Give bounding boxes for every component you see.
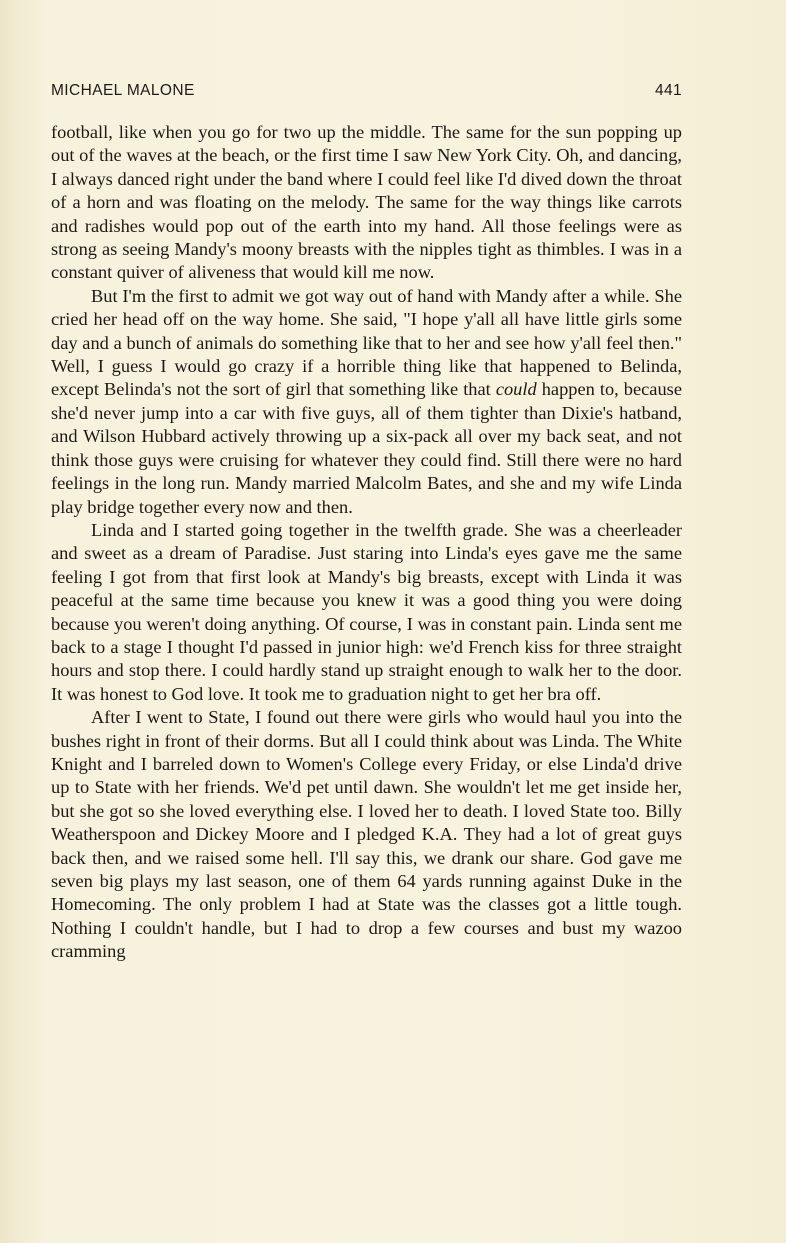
page-header bbox=[51, 82, 682, 104]
paragraph-4: After I went to State, I found out there were girls who would haul you into the bushes right in front of their dorms. But all I could think about was Linda. The White Knight and I barreled down to Women's College every Friday, or else Linda'd drive up to State with her friends. We'd pet until dawn. She wouldn't let me get inside her, but she got so she loved everything else. I loved her to death. I loved State too. Billy Weatherspoon and Dickey Moore and I pledged K.A. They had a lot of great guys back then, and we raised some hell. I'll say this, we drank our share. God gave me seven big plays my last season, one of them 64 yards running against Duke in the Homecoming. The only problem I had at State was the classes got a little tough. Nothing I couldn't handle, but I had to drop a few courses and bust my wazoo cramming bbox=[51, 707, 682, 962]
paragraph-2-text-end: happen to, because she'd never jump into a car with five guys, all of them tighter than Dixie's hatband, and Wilson Hubbard actively throwing up a six-pack all over my back seat, and not think those guys were cruising for whatever they could find. Still there were no hard feelings in the long run. Mandy married Malcolm Bates, and she and my wife Linda play bridge together every now and then. bbox=[51, 379, 682, 517]
page-number: 441 bbox=[654, 82, 682, 99]
paragraph-1: football, like when you go for two up the middle. The same for the sun popping up out of the waves at the beach, or the first time I saw New York City. Oh, and dancing, I always danced right under the band where I could feel like I'd dived down the throat of a horn and was floating on the melody. The same for the way things like carrots and radishes would pop out of the earth into my hand. All those feelings were as strong as seeing Mandy's moony breasts with the nipples tight as thimbles. I was in a constant quiver of aliveness that would kill me now. bbox=[51, 122, 682, 283]
body-text bbox=[51, 121, 682, 964]
paragraph-2-italic-word: could bbox=[495, 379, 537, 400]
paragraph-2 bbox=[51, 285, 682, 519]
running-head: MICHAEL MALONE bbox=[51, 82, 195, 99]
paragraph-3: Linda and I started going together in the twelfth grade. She was a cheerleader and sweet as a dream of Paradise. Just staring into Linda's eyes gave me the same feeling I got from that first look at Mandy's big breasts, except with Linda it was peaceful at the same time because you knew it was a good thing you were doing because you weren't doing anything. Of course, I was in constant pain. Linda sent me back to a stage I thought I'd passed in junior high: we'd French kiss for three straight hours and stop there. I could hardly stand up straight enough to walk her to the door. It was honest to God love. It took me to graduation night to get her bra off. bbox=[51, 519, 682, 704]
paragraph-2-text-start: But I'm the first to admit we got way out of hand with Mandy after a while. She cried her head off on the way home. She said, "I hope y'all all have little girls some day and a bunch of animals do something like that to her and see how y'all feel then." Well, I guess I would go crazy if a horrible thing like that happened to Belinda, except Belinda's not the sort of girl that something like that bbox=[51, 285, 682, 400]
